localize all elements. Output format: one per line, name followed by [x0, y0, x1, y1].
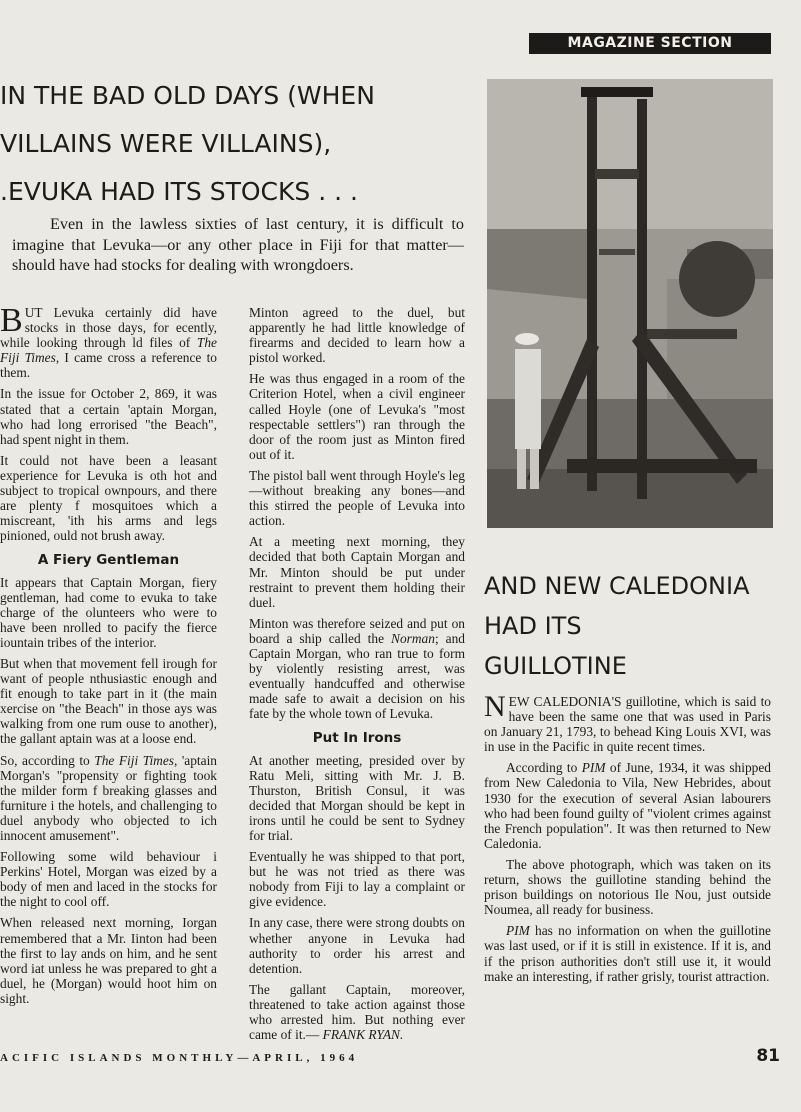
subheading: A Fiery Gentleman [37, 552, 180, 569]
paragraph [484, 923, 771, 983]
drop-cap: B [0, 305, 23, 339]
paragraph [484, 690, 771, 755]
page-number: 81 [756, 1046, 780, 1066]
text-run: of June, 1934, it was shipped from New Caledonia to Vila, New Hebrides, about 1930 for the execution of several Asian labourers who had been found guilty of "violent crimes against the French population". It was then returned to New Caledonia. [484, 760, 771, 851]
paragraph: But when that movement fell irough for want of people nthusiastic enough and fit enough to take part in it (the main xercise on "the Beach" in those ays was walking from one rum ouse to another), the gallant aptain was at a loose end. [0, 655, 217, 747]
paragraph: At a meeting next morning, they decided that both Captain Morgan and Mr. Minton should be put under restraint to prevent them holding their duel. [249, 534, 465, 610]
article-column-1 [0, 305, 217, 1012]
text-run: UT Levuka certainly did have stocks in those days, for ecently, while looking through ld files of [0, 305, 217, 351]
paragraph: It appears that Captain Morgan, fiery gentleman, had come to evuka to take charge of the olunteers who were to have been nrolled to pacify the fierce iountain tribes of the interior. [0, 574, 217, 650]
drop-cap: N [484, 690, 506, 723]
headline-line-1: AND NEW CALEDONIA [484, 572, 750, 600]
paragraph: The above photograph, which was taken on its return, shows the guillotine standing behind the prison buildings on notorious Ile Nou, just outside Noumea, all ready for business. [484, 856, 771, 918]
text-run: , 'aptain Morgan's "propensity or fighting took the milder form f breaking glasses and furniture i the hotels, and challenging to duel anybody who objected to ich innocent amusement". [0, 752, 217, 843]
paragraph: In the issue for October 2, 869, it was stated that a certain 'aptain Morgan, who had long errorised "the Beach", had spent night in them. [0, 386, 217, 447]
paragraph: In any case, there were strong doubts on whether anyone in Levuka had authority to order his arrest and detention. [249, 915, 465, 976]
text-run: So, according to [0, 752, 95, 768]
main-headline [0, 72, 470, 216]
paragraph: At another meeting, presided over by Ratu Meli, sitting with Mr. J. B. Thurston, British Consul, it was decided that Morgan should be kept in irons until he could be sent to Sydney for trial. [249, 752, 465, 843]
guillotine-photograph [487, 79, 773, 528]
article-column-3 [484, 690, 771, 990]
ship-name: Norman [391, 630, 435, 646]
publication-title: The Fiji Times [94, 752, 174, 768]
subheading: Put In Irons [312, 730, 402, 747]
paragraph [249, 616, 465, 722]
headline-line-2: HAD ITS [484, 612, 582, 640]
paragraph [0, 753, 217, 844]
byline: FRANK RYAN. [322, 1027, 404, 1043]
paragraph: When released next morning, Iorgan remembered that a Mr. Iinton had been the first to lay ands on him, and he sent word iat unless he was prepared to ght a duel, he (Morgan) would hoot him on sight. [0, 915, 217, 1006]
text-run: Minton was therefore seized and put on board a ship called the [249, 615, 465, 646]
headline-line-2: VILLAINS WERE VILLAINS), [0, 129, 332, 158]
paragraph: It could not have been a leasant experience for Levuka is oth hot and subject to tropical ownpours, and there are plenty f mosquitoes which a miscreant, 'ith his arms and legs pinioned, ould not brush away. [0, 452, 217, 544]
text-run: The gallant Captain, moreover, threatened to take action against those who arrested him. But nothing ever came of it.— [249, 981, 465, 1043]
paragraph [484, 760, 771, 851]
paragraph [0, 305, 217, 380]
paragraph: Minton agreed to the duel, but apparently he had little knowledge of firearms and decided to learn how a pistol worked. [249, 305, 465, 366]
publication-title: PIM [581, 760, 606, 776]
section-band: MAGAZINE SECTION [529, 33, 771, 54]
text-run: According to [506, 760, 582, 776]
text-run: , I came cross a reference to them. [0, 350, 217, 381]
headline-line-1: IN THE BAD OLD DAYS (WHEN [0, 81, 375, 110]
headline-line-3: .EVUKA HAD ITS STOCKS . . . [0, 177, 358, 206]
paragraph: The pistol ball went through Hoyle's leg—without breaking any bones—and this stirred the people of Levuka into action. [249, 467, 465, 529]
secondary-headline [484, 566, 784, 686]
publication-title: The Fiji Times [0, 335, 217, 366]
text-run: ; and Captain Morgan, who ran true to form by violently resisting arrest, was eventually handcuffed and otherwise made safe to await a decision on his fate by the whole town of Levuka. [249, 630, 465, 722]
page-footer: ACIFIC ISLANDS MONTHLY—APRIL, 1964 [0, 1052, 359, 1064]
paragraph: Eventually he was shipped to that port, but he was not tried as there was nobody from Fiji to lay a complaint or give evidence. [249, 849, 465, 910]
article-column-2 [249, 305, 465, 1048]
text-run: has no information on when the guillotine was last used, or if it is still in existence. If it is, and if the prison authorities don't still use it, it would make an interesting, if rather grisly, tourist attraction. [484, 923, 771, 984]
headline-line-3: GUILLOTINE [484, 652, 627, 680]
publication-title: PIM [506, 923, 530, 939]
text-run: EW CALEDONIA'S guillotine, which is said to have been the same one that was used in Paris on January 21, 1793, to behead King Louis XVI, was in use in the Pacific in quite recent times. [484, 694, 771, 755]
intro-paragraph: Even in the lawless sixties of last century, it is difficult to imagine that Levuka—or any other place in Fiji for that matter—should have had stocks for dealing with wrongdoers. [12, 215, 464, 274]
paragraph: Following some wild behaviour i Perkins' Hotel, Morgan was eized by a body of men and laced in the stocks for the night to cool off. [0, 849, 217, 910]
paragraph [249, 982, 465, 1042]
paragraph: He was thus engaged in a room of the Criterion Hotel, when a civil engineer called Hoyle (one of Levuka's "most respectable settlers") ran through the door of the room just as Minton fired out of it. [249, 371, 465, 462]
guillotine-photo-illustration [487, 79, 773, 528]
